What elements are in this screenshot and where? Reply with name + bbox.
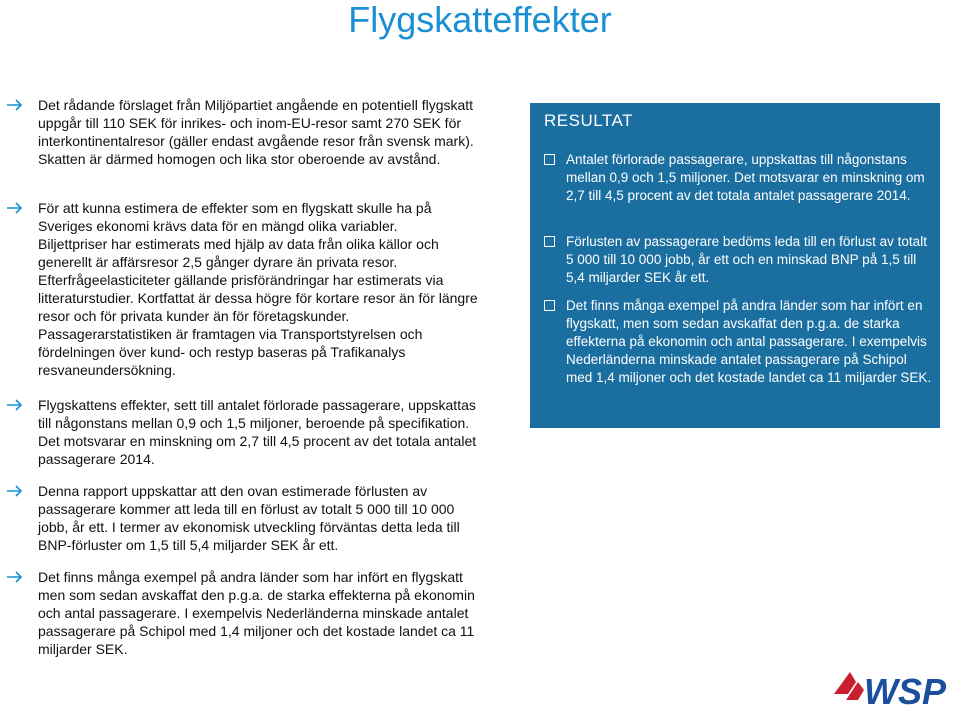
bullet-text <box>38 396 478 468</box>
bullet-paragraph: Passagerarstatistiken är framtagen via Transportstyrelsen och fördelningen över kund- och restyp baseras på Trafikanalys resvaneundersökning. <box>38 326 423 378</box>
result-panel <box>530 103 940 428</box>
result-item-text: Förlusten av passagerare bedöms leda till en förlust av totalt 5 000 till 10 000 jobb, år ett och en minskad BNP på 1,5 till 5,4 miljarder SEK år ett. <box>566 234 927 285</box>
bullet-paragraph: Biljettpriser har estimerats med hjälp av data från olika källor och generellt är affärsresor 2,5 gånger dyrare än privata resor. <box>38 236 439 270</box>
bullet-paragraph: Denna rapport uppskattar att den ovan estimerade förlusten av passagerare kommer att leda till en förlust av totalt 5 000 till 10 000 jobb, år ett. I termer av ekonomisk utveckling förväntas detta leda till BNP-förluster om 1,5 till 5,4 miljarder SEK år ett. <box>38 483 460 553</box>
bullet-text <box>38 96 478 168</box>
bullet-paragraph: Det rådande förslaget från Miljöpartiet angående en potentiell flygskatt uppgår till 110 SEK för inrikes- och inom-EU-resor samt 270 SEK för interkontinentalresor (gäller endast avgående resor från svensk mark). Skatten är därmed homogen och lika stor oberoende av avstånd. <box>38 97 474 167</box>
logo-text: WSP <box>864 671 947 712</box>
checkbox-square-icon <box>544 300 555 311</box>
bullet-text <box>38 199 478 379</box>
result-panel-heading: RESULTAT <box>544 111 634 130</box>
arrow-right-icon <box>6 201 24 215</box>
bullet-paragraph: För att kunna estimera de effekter som en flygskatt skulle ha på Sveriges ekonomi krävs data för en mängd olika variabler. <box>38 200 432 234</box>
left-column <box>0 0 480 714</box>
bullet-text <box>38 568 478 658</box>
bullet-paragraph: Det finns många exempel på andra länder som har infört en flygskatt men som sedan avskaffat den p.g.a. de starka effekterna på ekonomin och antal passagerare. I exempelvis Nederländerna minskade antalet passagerare på Schipol med 1,4 miljoner och det kostade landet ca 11 miljarder SEK. <box>38 569 475 657</box>
arrow-right-icon <box>6 98 24 112</box>
bullet-paragraph: Efterfrågeelasticiteter gällande prisförändringar har estimerats via litteraturstudier. Kortfattat är dessa högre för kortare resor än för längre resor och för privata kunder än för företagskunder. <box>38 272 478 324</box>
arrow-right-icon <box>6 484 24 498</box>
bullet-paragraph: Flygskattens effekter, sett till antalet förlorade passagerare, uppskattas till någonstans mellan 0,9 och 1,5 miljoner, beroende på specifikation. Det motsvarar en minskning om 2,7 till 4,5 procent av det totala antalet passagerare 2014. <box>38 397 477 467</box>
arrow-right-icon <box>6 398 24 412</box>
checkbox-square-icon <box>544 154 555 165</box>
page-title: Flygskatteffekter <box>348 0 612 40</box>
result-item-text: Det finns många exempel på andra länder som har infört en flygskatt, men som sedan avskaffat den p.g.a. de starka effekterna på ekonomin och antal passagerare. I exempelvis Nederländerna minskade antalet passagerare på Schipol med 1,4 miljoner och det kostade landet ca 11 miljarder SEK. <box>566 298 932 385</box>
result-item-text: Antalet förlorade passagerare, uppskattas till någonstans mellan 0,9 och 1,5 miljoner. Det motsvarar en minskning om 2,7 till 4,5 procent av det totala antalet passagerare 2014. <box>566 152 925 203</box>
checkbox-square-icon <box>544 236 555 247</box>
arrow-right-icon <box>6 570 24 584</box>
wsp-logo <box>828 660 960 714</box>
bullet-text <box>38 482 478 554</box>
